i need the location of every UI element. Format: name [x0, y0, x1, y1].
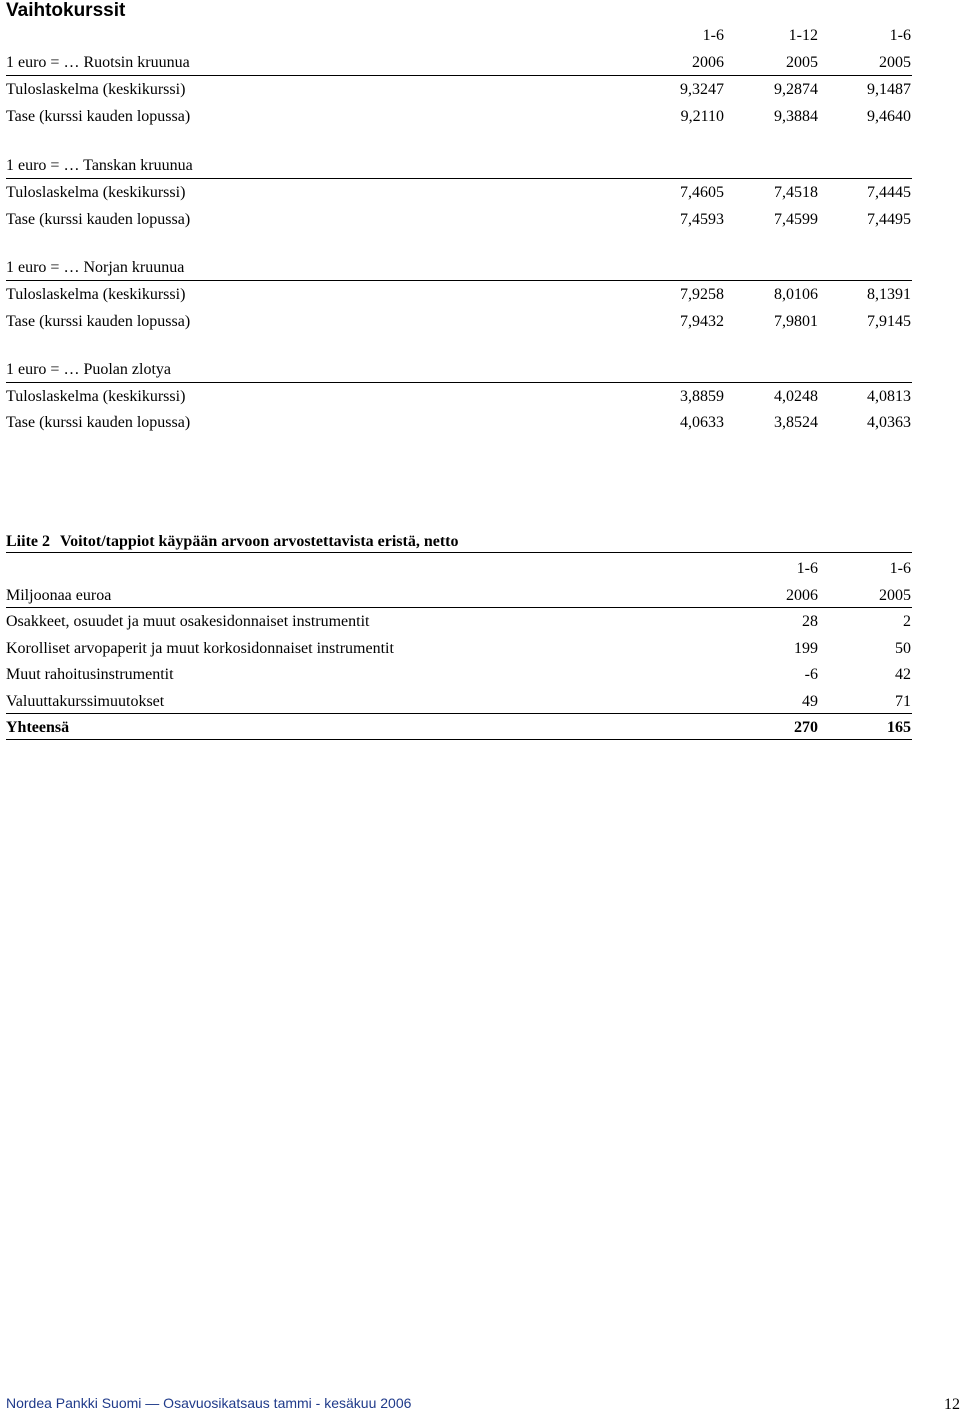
fx-value: 4,0633: [680, 414, 724, 431]
fx-col3-period: 1-6: [889, 27, 911, 44]
fx-row: [6, 385, 912, 411]
fx-group-label: 1 euro = … Puolan zlotya: [6, 361, 171, 378]
note2-col2-period: 1-6: [889, 560, 911, 577]
fx-col2-year: 2005: [786, 54, 818, 71]
note2-heading: [6, 530, 912, 553]
fx-group-label: 1 euro = … Norjan kruunua: [6, 259, 185, 276]
fx-row: [6, 105, 912, 131]
note2-value: 50: [895, 640, 911, 657]
fx-row-label: Tase (kurssi kauden lopussa): [6, 414, 191, 431]
note2-header-row: [6, 557, 912, 583]
fx-group-header: [6, 154, 912, 179]
note2-unit-label: Miljoonaa euroa: [6, 587, 112, 604]
fx-value: 7,4599: [774, 211, 818, 228]
note2-title: Voitot/tappiot käypään arvoon arvostettavista eristä, netto: [60, 533, 459, 550]
fx-value: 9,1487: [867, 81, 911, 98]
fx-header-row: [6, 24, 912, 50]
fx-col3-year: 2005: [879, 54, 911, 71]
fx-value: 7,9145: [867, 313, 911, 330]
fx-group-label: 1 euro = … Ruotsin kruunua: [6, 54, 190, 71]
fx-group-label: 1 euro = … Tanskan kruunua: [6, 157, 193, 174]
note2-row-label: Muut rahoitusinstrumentit: [6, 666, 174, 683]
fx-row-label: Tuloslaskelma (keskikurssi): [6, 286, 186, 303]
note2-row: [6, 663, 912, 689]
note2-row: [6, 610, 912, 636]
note2-col1-period: 1-6: [796, 560, 818, 577]
note2-total-value: 165: [887, 719, 911, 736]
fx-value: 9,2874: [774, 81, 818, 98]
note2-row-label: Korolliset arvopaperit ja muut korkosidonnaiset instrumentit: [6, 640, 394, 657]
note2-value: 49: [802, 693, 818, 710]
fx-row: [6, 181, 912, 207]
note2-value: 71: [895, 693, 911, 710]
note2-value: 28: [802, 613, 818, 630]
fx-row-label: Tuloslaskelma (keskikurssi): [6, 184, 186, 201]
fx-value: 9,3247: [680, 81, 724, 98]
footer-text: Nordea Pankki Suomi — Osavuosikatsaus tammi - kesäkuu 2006: [6, 1395, 412, 1411]
note2-total-label: Yhteensä: [6, 719, 70, 736]
fx-value: 3,8859: [680, 388, 724, 405]
fx-row-label: Tuloslaskelma (keskikurssi): [6, 81, 186, 98]
fx-col1-period: 1-6: [702, 27, 724, 44]
fx-row: [6, 78, 912, 104]
fx-value: 7,4518: [774, 184, 818, 201]
fx-value: 7,4605: [680, 184, 724, 201]
fx-value: 4,0248: [774, 388, 818, 405]
note2-col2-year: 2005: [879, 587, 911, 604]
fx-row-label: Tase (kurssi kauden lopussa): [6, 313, 191, 330]
fx-value: 9,2110: [680, 108, 724, 125]
fx-row-label: Tase (kurssi kauden lopussa): [6, 211, 191, 228]
fx-row: [6, 283, 912, 309]
fx-row-label: Tase (kurssi kauden lopussa): [6, 108, 191, 125]
fx-value: 7,4593: [680, 211, 724, 228]
note2-total-row: [6, 716, 912, 740]
fx-row: [6, 208, 912, 234]
fx-value: 4,0363: [867, 414, 911, 431]
note2-value: -6: [804, 666, 818, 683]
fx-group-header: [6, 256, 912, 281]
note2-value: 42: [895, 666, 911, 683]
fx-value: 7,9801: [774, 313, 818, 330]
note2-row: [6, 637, 912, 663]
note2-value: 199: [794, 640, 818, 657]
fx-value: 9,3884: [774, 108, 818, 125]
note2-unit-row: [6, 584, 912, 608]
fx-value: 8,0106: [774, 286, 818, 303]
fx-row-label: Tuloslaskelma (keskikurssi): [6, 388, 186, 405]
fx-value: 7,9432: [680, 313, 724, 330]
fx-col2-period: 1-12: [788, 27, 818, 44]
note2-value: 2: [903, 613, 911, 630]
fx-value: 3,8524: [774, 414, 818, 431]
fx-col1-year: 2006: [692, 54, 724, 71]
fx-value: 8,1391: [867, 286, 911, 303]
fx-group-header: [6, 358, 912, 383]
fx-value: 7,9258: [680, 286, 724, 303]
fx-row: [6, 310, 912, 336]
note2-col1-year: 2006: [786, 587, 818, 604]
fx-value: 7,4445: [867, 184, 911, 201]
page-title: Vaihtokurssit: [6, 0, 126, 21]
fx-row: [6, 411, 912, 437]
fx-group-header: [6, 51, 912, 76]
note2-number: Liite 2: [6, 533, 50, 550]
note2-row-label: Valuuttakurssimuutokset: [6, 693, 165, 710]
fx-value: 9,4640: [867, 108, 911, 125]
note2-total-value: 270: [794, 719, 818, 736]
note2-row: [6, 690, 912, 714]
fx-value: 4,0813: [867, 388, 911, 405]
page-number: 12: [944, 1396, 960, 1413]
fx-value: 7,4495: [867, 211, 911, 228]
note2-row-label: Osakkeet, osuudet ja muut osakesidonnaiset instrumentit: [6, 613, 370, 630]
